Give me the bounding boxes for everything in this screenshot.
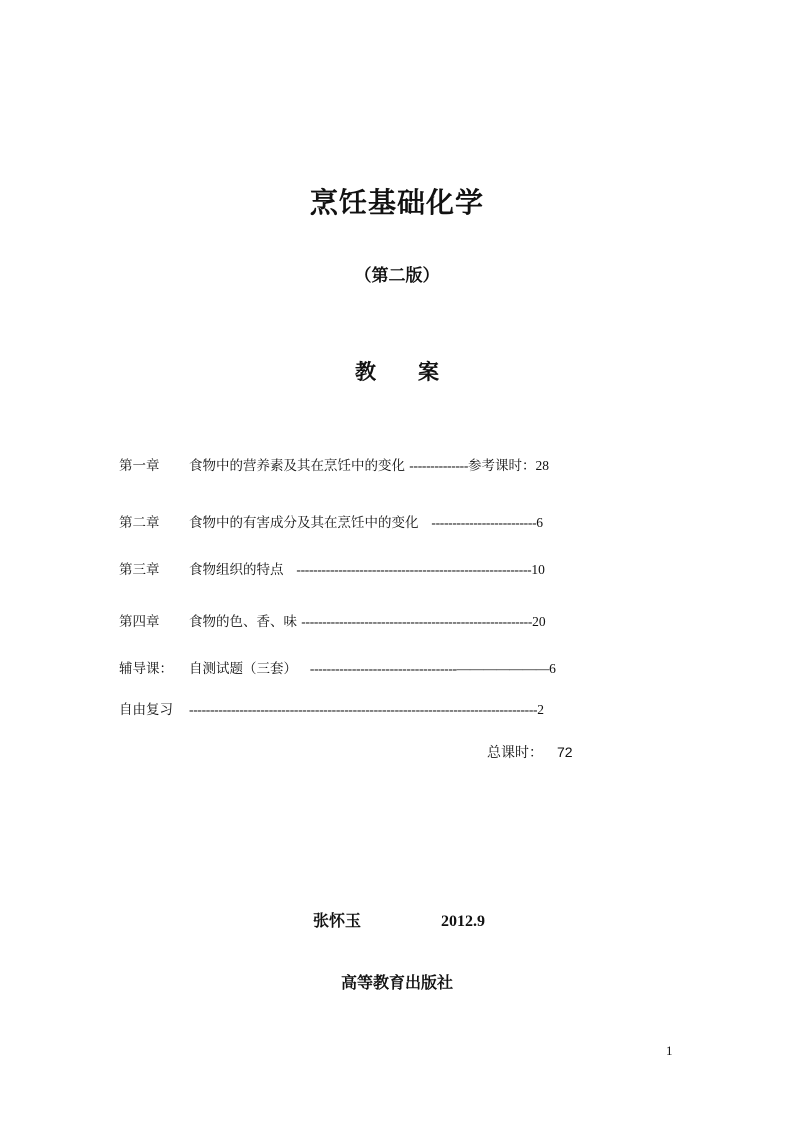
- lesson-plan-heading: [0, 356, 794, 386]
- toc-chapter: 自由复习: [119, 702, 173, 718]
- toc-row: [119, 514, 543, 532]
- toc-leader: -----------------------------------------------------------------------------------: [189, 702, 538, 717]
- page-number: 1: [666, 1043, 673, 1058]
- toc-hours: 28: [535, 458, 550, 473]
- toc-chapter: 辅导课：: [119, 661, 173, 677]
- toc-hours: 10: [531, 562, 545, 577]
- total-hours-value: 72: [557, 744, 573, 760]
- publication-date: 2012.9: [441, 913, 486, 930]
- edition-label: （第二版）: [354, 266, 440, 286]
- toc-chapter: 第四章: [119, 614, 160, 630]
- author-line: [313, 908, 485, 931]
- toc-row: [119, 561, 545, 579]
- toc-leader: -------------------------: [431, 515, 537, 530]
- toc-hours: 2: [537, 702, 544, 717]
- publisher-name: 高等教育出版社: [340, 973, 453, 992]
- toc-hours: 6: [549, 661, 556, 676]
- toc-leader: --------------------------------------------------------: [296, 562, 532, 577]
- toc-chapter: 第三章: [119, 562, 160, 578]
- toc-topic: 食物中的营养素及其在烹饪中的变化: [189, 458, 405, 474]
- total-hours-label: 总课时：: [487, 745, 543, 761]
- toc-chapter: 第一章: [119, 458, 160, 474]
- toc-row: [119, 457, 549, 475]
- toc-topic: 食物的色、香、味: [189, 614, 297, 630]
- toc-topic: 食物组织的特点: [189, 562, 284, 578]
- toc-topic: 食物中的有害成分及其在烹饪中的变化: [189, 515, 419, 531]
- toc-topic: 自测试题（三套）: [189, 661, 297, 677]
- toc-row: [119, 701, 544, 719]
- toc-row: [119, 660, 556, 678]
- toc-row: [119, 613, 546, 631]
- lesson-plan-char: 案: [418, 360, 439, 384]
- toc-hours-label: 参考课时：: [468, 458, 536, 474]
- total-hours: [487, 742, 573, 762]
- toc-leader: -----------------------------------———————: [309, 661, 550, 676]
- toc-leader: --------------: [409, 458, 469, 473]
- author-name: 张怀玉: [313, 911, 362, 930]
- toc-hours: 20: [532, 614, 546, 629]
- document-title: 烹饪基础化学: [309, 186, 484, 219]
- toc-leader: -------------------------------------------------------: [301, 614, 533, 629]
- toc-chapter: 第二章: [119, 515, 160, 531]
- lesson-plan-char: 教: [355, 360, 376, 384]
- toc-hours: 6: [536, 515, 544, 530]
